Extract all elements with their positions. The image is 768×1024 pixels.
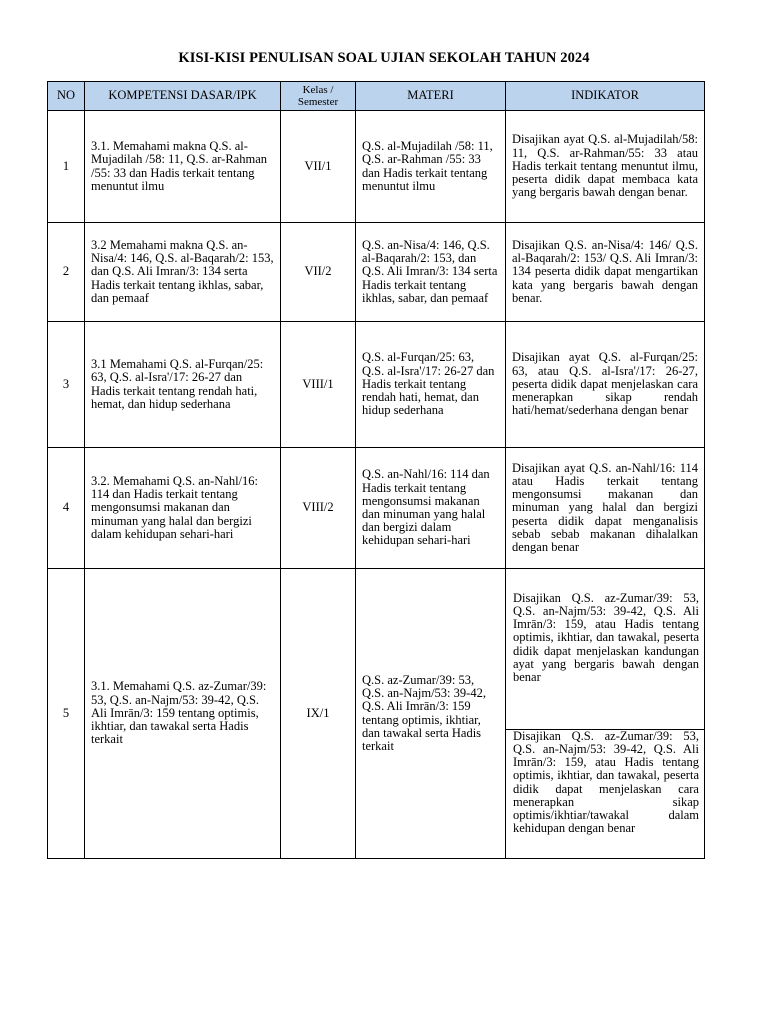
table-row <box>48 223 705 322</box>
row-no: 1 <box>48 111 85 223</box>
row-indikator: Disajikan ayat Q.S. al-Mujadilah/58: 11, Q.S. ar-Rahman/55: 33 atau Hadis terkait tentang menuntut ilmu, peserta didik dapat membaca kata yang bergaris bawah dengan benar. <box>506 111 705 223</box>
row-kompetensi: 3.1 Memahami Q.S. al-Furqan/25: 63, Q.S. al-Isra'/17: 26-27 dan Hadis terkait tentang rendah hati, hemat, dan hidup sederhana <box>85 322 281 448</box>
row-no: 4 <box>48 448 85 569</box>
row-no: 5 <box>48 569 85 859</box>
header-kelas: Kelas / Semester <box>281 82 356 111</box>
header-materi: MATERI <box>356 82 506 111</box>
row-kompetensi: 3.1. Memahami makna Q.S. al-Mujadilah /58: 11, Q.S. ar-Rahman /55: 33 dan Hadis terkait tentang menuntut ilmu <box>85 111 281 223</box>
row-materi: Q.S. az-Zumar/39: 53, Q.S. an-Najm/53: 39-42, Q.S. Ali Imrān/3: 159 tentang optimis, ikhtiar, dan tawakal serta Hadis terkait <box>356 569 506 859</box>
table-row <box>48 111 705 223</box>
kisi-kisi-table <box>47 81 705 859</box>
indikator-part-a: Disajikan Q.S. az-Zumar/39: 53, Q.S. an-Najm/53: 39-42, Q.S. Ali Imrān/3: 159, atau Hadis tentang optimis, ikhtiar, dan tawakal, peserta didik dapat menjelaskan kandungan ayat yang bergaris bawah dengan benar <box>506 592 704 730</box>
document-title: KISI-KISI PENULISAN SOAL UJIAN SEKOLAH TAHUN 2024 <box>178 50 590 66</box>
row-materi: Q.S. al-Mujadilah /58: 11, Q.S. ar-Rahman /55: 33 dan Hadis terkait tentang menuntut ilmu <box>356 111 506 223</box>
row-no: 3 <box>48 322 85 448</box>
row-kelas: VII/2 <box>281 223 356 322</box>
indikator-part-b: Disajikan Q.S. az-Zumar/39: 53, Q.S. an-Najm/53: 39-42, Q.S. Ali Imrān/3: 159, atau Hadis tentang optimis, ikhtiar, dan tawakal, peserta didik dapat menjelaskan cara menerapkan sikap optimis/ikhtiar/tawakal dalam kehidupan dengan benar <box>513 728 699 836</box>
row-kelas: VIII/1 <box>281 322 356 448</box>
row-indikator: Disajikan ayat Q.S. al-Furqan/25: 63, atau Q.S. al-Isra'/17: 26-27, peserta didik dapat menjelaskan cara menerapkan sikap rendah hati/hemat/sederhana dengan benar <box>506 322 705 448</box>
header-no: NO <box>48 82 85 111</box>
table-row <box>48 448 705 569</box>
row-kelas: VIII/2 <box>281 448 356 569</box>
row-indikator: Disajikan Q.S. an-Nisa/4: 146/ Q.S. al-Baqarah/2: 153/ Q.S. Ali Imran/3: 134 peserta didik dapat mengartikan kata yang bergaris bawah dengan benar. <box>506 223 705 322</box>
header-kompetensi: KOMPETENSI DASAR/IPK <box>85 82 281 111</box>
row-materi: Q.S. an-Nahl/16: 114 dan Hadis terkait tentang mengonsumsi makanan dan minuman yang halal dan bergizi dalam kehidupan sehari-hari <box>356 448 506 569</box>
row-kelas: VII/1 <box>281 111 356 223</box>
table-row <box>48 569 705 859</box>
row-kompetensi: 3.2 Memahami makna Q.S. an-Nisa/4: 146, Q.S. al-Baqarah/2: 153, dan Q.S. Ali Imran/3: 134 serta Hadis terkait tentang ikhlas, sabar, dan pemaaf <box>85 223 281 322</box>
row-indikator: Disajikan ayat Q.S. an-Nahl/16: 114 atau Hadis terkait tentang mengonsumsi makanan dan minuman yang halal dan bergizi peserta didik dapat menganalisis sebab sebab makanan dihalalkan dengan benar <box>506 448 705 569</box>
row-kelas: IX/1 <box>281 569 356 859</box>
row-no: 2 <box>48 223 85 322</box>
row-indikator <box>506 569 705 859</box>
row-materi: Q.S. an-Nisa/4: 146, Q.S. al-Baqarah/2: 153, dan Q.S. Ali Imran/3: 134 serta Hadis terkait tentang ikhlas, sabar, dan pemaaf <box>356 223 506 322</box>
row-kompetensi: 3.2. Memahami Q.S. an-Nahl/16: 114 dan Hadis terkait tentang mengonsumsi makanan dan minuman yang halal dan bergizi dalam kehidupan sehari-hari <box>85 448 281 569</box>
row-materi: Q.S. al-Furqan/25: 63, Q.S. al-Isra'/17: 26-27 dan Hadis terkait tentang rendah hati, hemat, dan hidup sederhana <box>356 322 506 448</box>
row-kompetensi: 3.1. Memahami Q.S. az-Zumar/39: 53, Q.S. an-Najm/53: 39-42, Q.S. Ali Imrān/3: 159 tentang optimis, ikhtiar, dan tawakal serta Hadis terkait <box>85 569 281 859</box>
table-header-row <box>48 82 705 111</box>
header-indikator: INDIKATOR <box>506 82 705 111</box>
table-row <box>48 322 705 448</box>
